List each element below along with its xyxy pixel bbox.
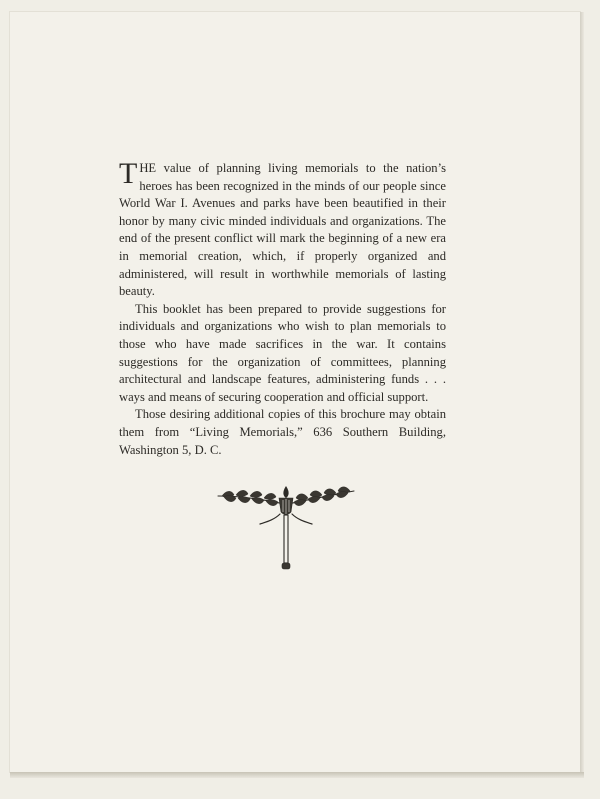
copies-paragraph: Those desiring additional copies of this brochure may obtain them from “Living Memorials,” 636 Southern Building, Washington 5, D. C. [119,407,446,457]
page-edge-right [580,12,584,772]
intro-paragraph [119,157,446,301]
purpose-paragraph: This booklet has been prepared to provide suggestions for individuals and organizations who wish to plan memorials to those who have made sacrifices in the war. It contains suggestions for the organization of committees, planning architectural and landscape features, administering funds . . . ways and means of securing cooperation and official support. [119,301,446,404]
intro-text: HE value of planning living memorials to the nation’s heroes has been recognized in the minds of our people since World War I. Avenues and parks have been beautified in their honor by many civic minded individuals and organizations. The end of the present conflict will mark the beginning of a new era in memorial creation, which, if properly organized and administered, will result in worthwhile memorials of lasting beauty. [119,161,446,299]
drop-cap: T [119,157,138,190]
torch-with-laurel-icon [214,484,358,576]
page-edge-bottom [10,772,584,778]
body-text [119,157,446,459]
